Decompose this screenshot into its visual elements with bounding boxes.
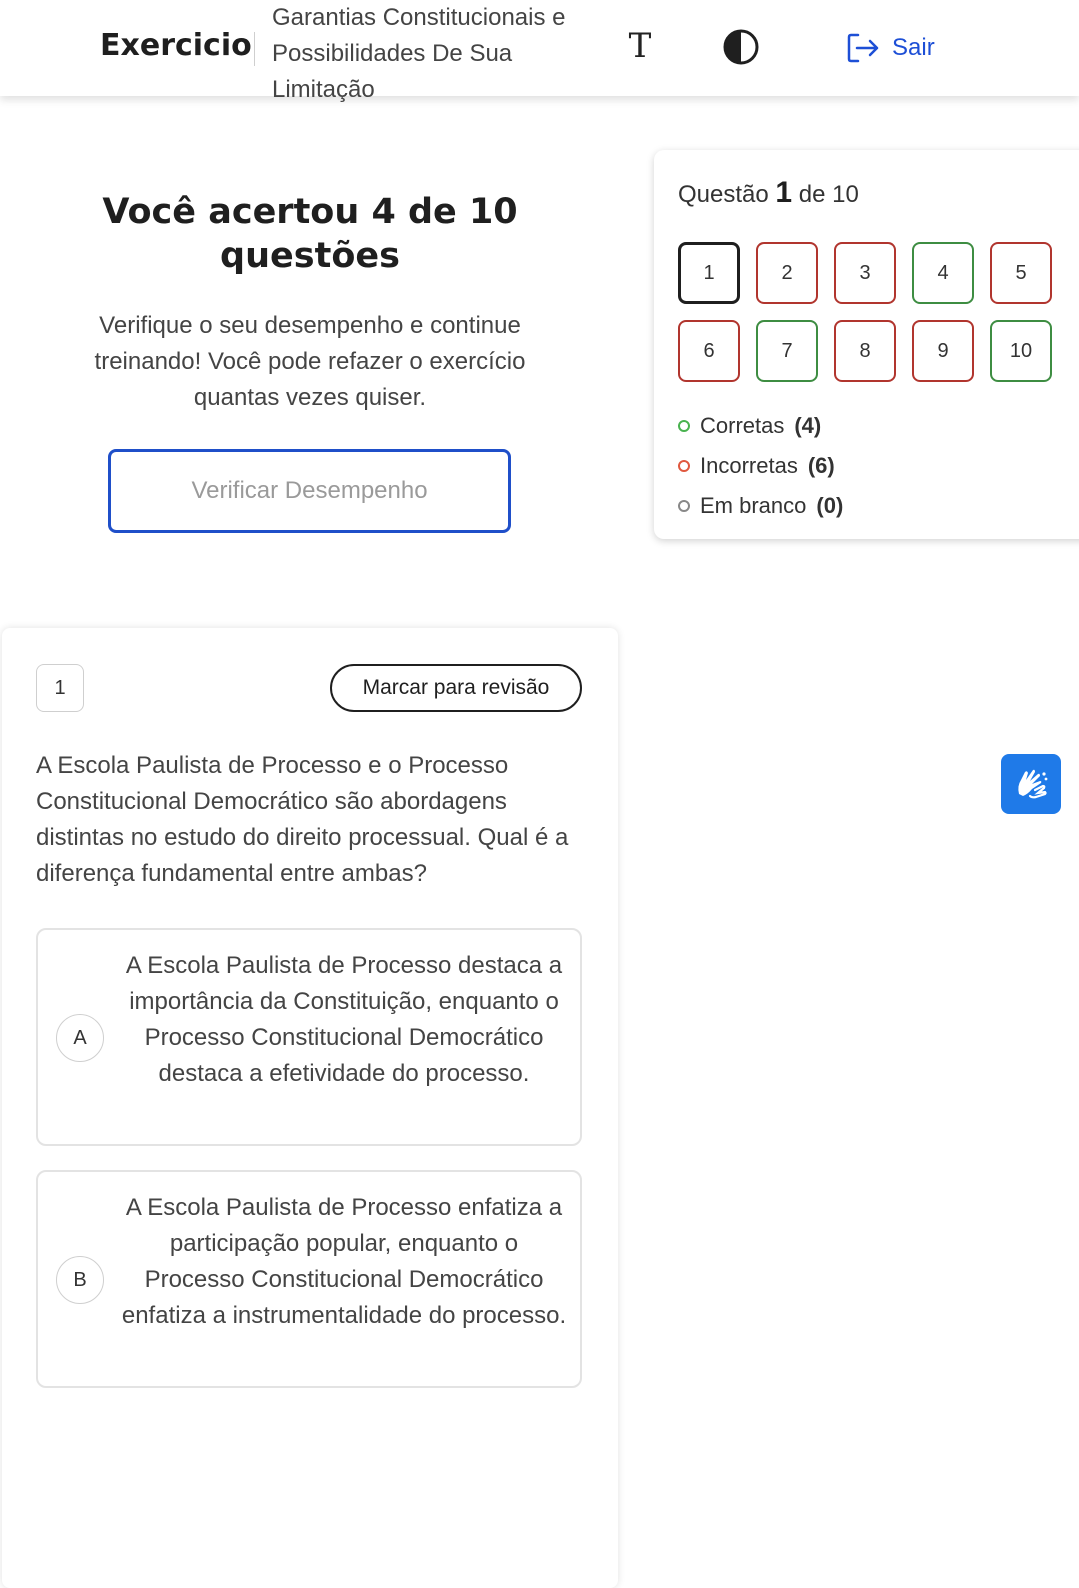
legend-blank bbox=[678, 486, 843, 526]
font-size-button[interactable]: T bbox=[628, 26, 652, 66]
exit-label: Sair bbox=[892, 34, 935, 61]
option-b-text: A Escola Paulista de Processo enfatiza a participação popular, enquanto o Processo Constitucional Democrático enfatiza a instrumentalidade do processo. bbox=[121, 1194, 567, 1329]
exit-button[interactable] bbox=[846, 30, 935, 66]
subject-line-3: Limitação bbox=[272, 76, 375, 103]
brand-title: Exercicio bbox=[100, 28, 252, 63]
question-button-4[interactable]: 4 bbox=[912, 242, 974, 304]
description-line-2: treinando! Você pode refazer o exercício bbox=[94, 348, 526, 375]
legend-blank-label: Em branco bbox=[700, 493, 807, 518]
question-button-5[interactable]: 5 bbox=[990, 242, 1052, 304]
question-navigator bbox=[654, 150, 1079, 539]
question-button-1[interactable]: 1 bbox=[678, 242, 740, 304]
question-button-2[interactable]: 2 bbox=[756, 242, 818, 304]
question-counter-prefix: Questão bbox=[678, 181, 769, 208]
header-divider bbox=[254, 32, 255, 66]
legend-correct bbox=[678, 406, 843, 446]
subject-title bbox=[272, 0, 602, 108]
question-card bbox=[2, 628, 618, 1588]
option-b-letter: B bbox=[56, 1256, 104, 1304]
status-legend bbox=[678, 406, 843, 526]
legend-incorrect-count: (6) bbox=[807, 453, 835, 478]
mark-for-review-button[interactable]: Marcar para revisão bbox=[330, 664, 582, 712]
question-button-8[interactable]: 8 bbox=[834, 320, 896, 382]
sign-language-button[interactable] bbox=[1001, 754, 1061, 814]
legend-incorrect bbox=[678, 446, 843, 486]
option-a[interactable] bbox=[36, 928, 582, 1146]
question-text: A Escola Paulista de Processo e o Processo Constitucional Democrático são abordagens distintas no estudo do direito processual. Qual é a diferença fundamental entre ambas? bbox=[36, 752, 569, 887]
incorrect-dot-icon bbox=[678, 460, 690, 472]
blank-dot-icon bbox=[678, 500, 690, 512]
legend-blank-count: (0) bbox=[816, 493, 844, 518]
description-line-1: Verifique o seu desempenho e continue bbox=[99, 312, 521, 339]
option-a-text: A Escola Paulista de Processo destaca a importância da Constituição, enquanto o Processo Constitucional Democrático destaca a efetividade do processo. bbox=[125, 952, 563, 1087]
contrast-button[interactable] bbox=[722, 28, 760, 66]
question-button-9[interactable]: 9 bbox=[912, 320, 974, 382]
question-button-7[interactable]: 7 bbox=[756, 320, 818, 382]
legend-correct-count: (4) bbox=[794, 413, 822, 438]
question-counter bbox=[678, 176, 859, 210]
description-line-3: quantas vezes quiser. bbox=[193, 384, 427, 411]
question-counter-current: 1 bbox=[775, 176, 793, 209]
subject-line-1: Garantias Constitucionais e bbox=[272, 4, 566, 31]
correct-dot-icon bbox=[678, 420, 690, 432]
option-b[interactable] bbox=[36, 1170, 582, 1388]
legend-incorrect-label: Incorretas bbox=[700, 453, 798, 478]
question-counter-suffix: de 10 bbox=[798, 181, 859, 208]
contrast-icon bbox=[722, 28, 760, 66]
legend-correct-label: Corretas bbox=[700, 413, 785, 438]
verify-performance-button[interactable]: Verificar Desempenho bbox=[108, 449, 511, 533]
subject-line-2: Possibilidades De Sua bbox=[272, 40, 513, 67]
top-header bbox=[0, 0, 1079, 103]
result-description bbox=[60, 308, 560, 416]
option-a-letter: A bbox=[56, 1014, 104, 1062]
question-button-3[interactable]: 3 bbox=[834, 242, 896, 304]
question-number-badge: 1 bbox=[36, 664, 84, 712]
question-button-6[interactable]: 6 bbox=[678, 320, 740, 382]
question-button-10[interactable]: 10 bbox=[990, 320, 1052, 382]
result-title-line-1: Você acertou 4 de 10 bbox=[102, 192, 518, 232]
result-summary bbox=[60, 190, 560, 416]
result-title bbox=[60, 190, 560, 278]
logout-icon bbox=[846, 32, 880, 64]
result-title-line-2: questões bbox=[220, 236, 400, 276]
sign-language-icon bbox=[1011, 764, 1051, 804]
